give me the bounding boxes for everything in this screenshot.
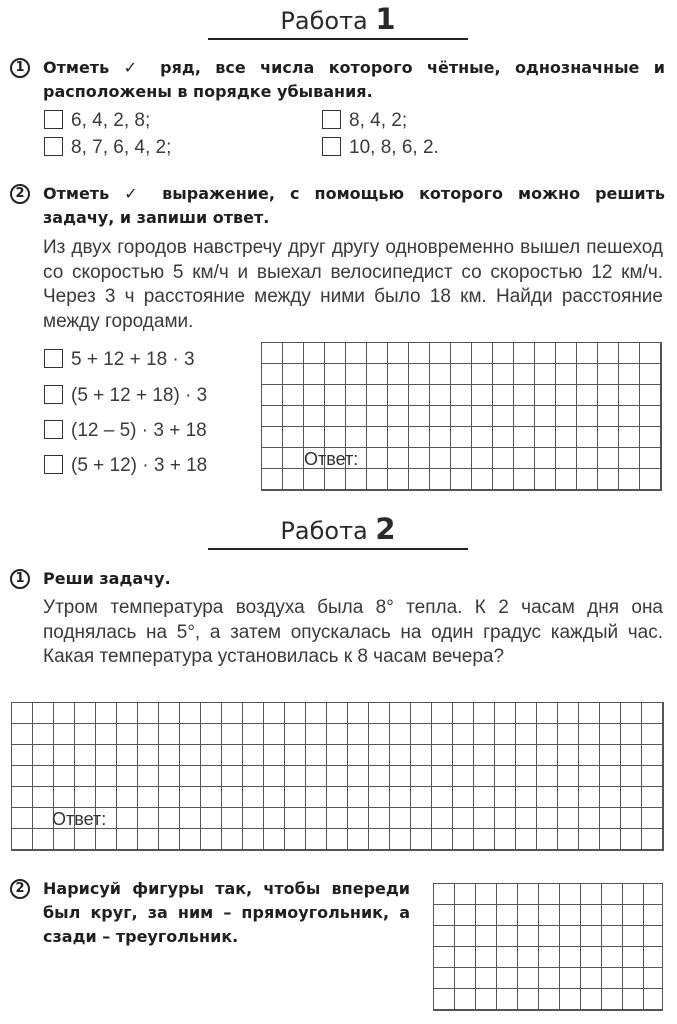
checkbox[interactable] (44, 137, 63, 156)
work1-task1-option-4[interactable] (322, 137, 439, 159)
work1-task2-question-text: Отметь ✓ выражение, с помощью которого можно решить задачу, и запиши ответ. (43, 184, 665, 227)
task-number-marker: 2 (10, 184, 30, 204)
work1-task1-question-text: Отметь ✓ ряд, все числа которого чётные, однозначные и расположены в порядке убывания. (43, 58, 665, 101)
checkbox[interactable] (322, 137, 341, 156)
work2-task1-question (10, 567, 665, 591)
work2-title-underline (208, 548, 468, 550)
work1-task1-option-1[interactable] (44, 110, 150, 132)
work1-task2-answer-label: Ответ: (304, 449, 359, 469)
task-number-marker: 1 (10, 569, 30, 589)
work2-title-word: Работа (280, 517, 368, 545)
work1-task1-option-3[interactable] (44, 137, 171, 159)
work2-task2-question (10, 877, 410, 949)
option-label: 10, 8, 6, 2. (349, 137, 439, 158)
checkbox[interactable] (44, 455, 63, 474)
work1-title-word: Работа (280, 7, 368, 35)
work2-title (208, 512, 468, 546)
option-label: 6, 4, 2, 8; (71, 110, 151, 131)
work2-task1-problem-text: Утром температура воздуха была 8° тепла. К 2 часам дня она поднялась на 5°, а затем опускалась на один градус каждый час. Какая температура установилась к 8 часам вечера? (43, 597, 663, 667)
work2-task1-answer-label: Ответ: (52, 809, 107, 829)
work1-task2-option-1[interactable] (44, 349, 195, 371)
option-label: (5 + 12) · 3 + 18 (71, 455, 208, 476)
work1-task2-question (10, 182, 665, 230)
work1-task2-option-2[interactable] (44, 385, 207, 407)
work1-title-underline (208, 38, 468, 40)
option-label: 5 + 12 + 18 · 3 (71, 349, 195, 370)
checkbox[interactable] (44, 420, 63, 439)
work2-title-number: 2 (375, 512, 396, 546)
work2-task2-drawing-grid[interactable] (433, 883, 663, 1011)
checkbox[interactable] (44, 349, 63, 368)
checkbox[interactable] (44, 110, 63, 129)
work2-task2-question-text: Нарисуй фигуры так, чтобы впереди был круг, за ним – прямоугольник, а сзади – треугольник. (43, 879, 410, 946)
work1-task2-problem-text: Из двух городов навстречу друг другу одновременно вышел пешеход со скоростью 5 км/ч и выехал велосипедист со скоростью 12 км/ч. Через 3 ч расстояние между ними было 18 км. Найди расстояние между городами. (43, 237, 663, 332)
work1-title (208, 2, 468, 36)
work1-task1-question (10, 56, 665, 104)
work2-task1-question-text: Реши задачу. (43, 569, 171, 588)
task-number-marker: 2 (10, 879, 30, 899)
option-label: 8, 4, 2; (349, 110, 408, 131)
checkbox[interactable] (322, 110, 341, 129)
work2-task1-solution-grid[interactable] (11, 702, 664, 851)
option-label: (12 – 5) · 3 + 18 (71, 420, 207, 441)
option-label: (5 + 12 + 18) · 3 (71, 385, 208, 406)
checkbox[interactable] (44, 385, 63, 404)
option-label: 8, 7, 6, 4, 2; (71, 137, 172, 158)
work1-task1-option-2[interactable] (322, 110, 407, 132)
work1-task2-option-3[interactable] (44, 420, 207, 442)
work1-title-number: 1 (375, 2, 396, 36)
task-number-marker: 1 (10, 58, 30, 78)
work1-task2-option-4[interactable] (44, 455, 207, 477)
